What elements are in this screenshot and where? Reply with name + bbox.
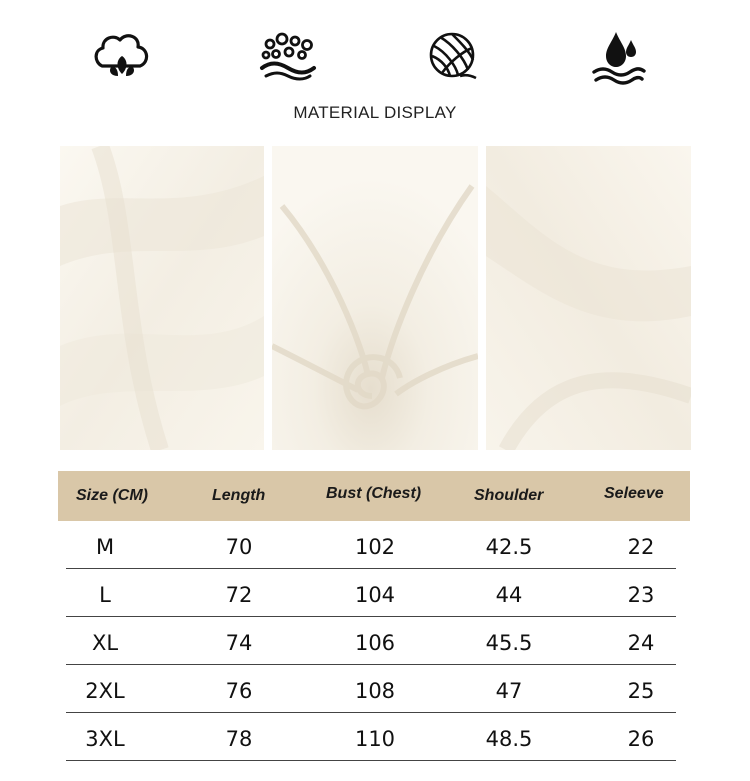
water-absorb-icon [586,26,650,88]
table-row [58,665,690,713]
cell-sleeve: 24 [627,631,655,655]
cell-bust: 108 [354,679,396,703]
cell-size: M [95,535,115,559]
cell-shoulder: 45.5 [485,631,533,655]
cell-size: L [99,583,111,607]
cell-bust: 106 [354,631,396,655]
table-header [58,471,690,521]
cell-size: XL [91,631,119,655]
fabric-photo-left [60,146,264,450]
row-divider [66,760,676,761]
cell-sleeve: 22 [627,535,655,559]
table-row [58,617,690,665]
cell-length: 72 [225,583,253,607]
cell-sleeve: 25 [627,679,655,703]
table-row [58,521,690,569]
cell-shoulder: 42.5 [485,535,533,559]
cotton-icon [90,26,154,88]
cell-shoulder: 44 [495,583,523,607]
header-sleeve: Seleeve [604,485,664,502]
size-table [58,471,690,761]
cell-sleeve: 23 [627,583,655,607]
cell-shoulder: 47 [495,679,523,703]
cell-bust: 110 [354,727,396,751]
fabric-photo-right [486,146,691,450]
cell-bust: 104 [354,583,396,607]
cell-length: 78 [225,727,253,751]
header-size: Size (CM) [76,487,148,504]
fabric-photo-swirl [272,146,478,450]
cell-shoulder: 48.5 [485,727,533,751]
header-bust: Bust (Chest) [326,485,422,502]
cell-sleeve: 26 [627,727,655,751]
cell-size: 2XL [85,679,125,703]
header-length: Length [212,487,266,504]
yarn-icon [420,26,484,88]
feature-icons-row [0,26,750,88]
section-title: MATERIAL DISPLAY [293,103,457,122]
table-row [58,713,690,761]
header-shoulder: Shoulder [474,487,544,504]
cell-length: 76 [225,679,253,703]
cell-length: 74 [225,631,253,655]
table-row [58,569,690,617]
cell-size: 3XL [85,727,125,751]
cell-bust: 102 [354,535,396,559]
cell-length: 70 [225,535,253,559]
breathable-icon [256,26,320,88]
